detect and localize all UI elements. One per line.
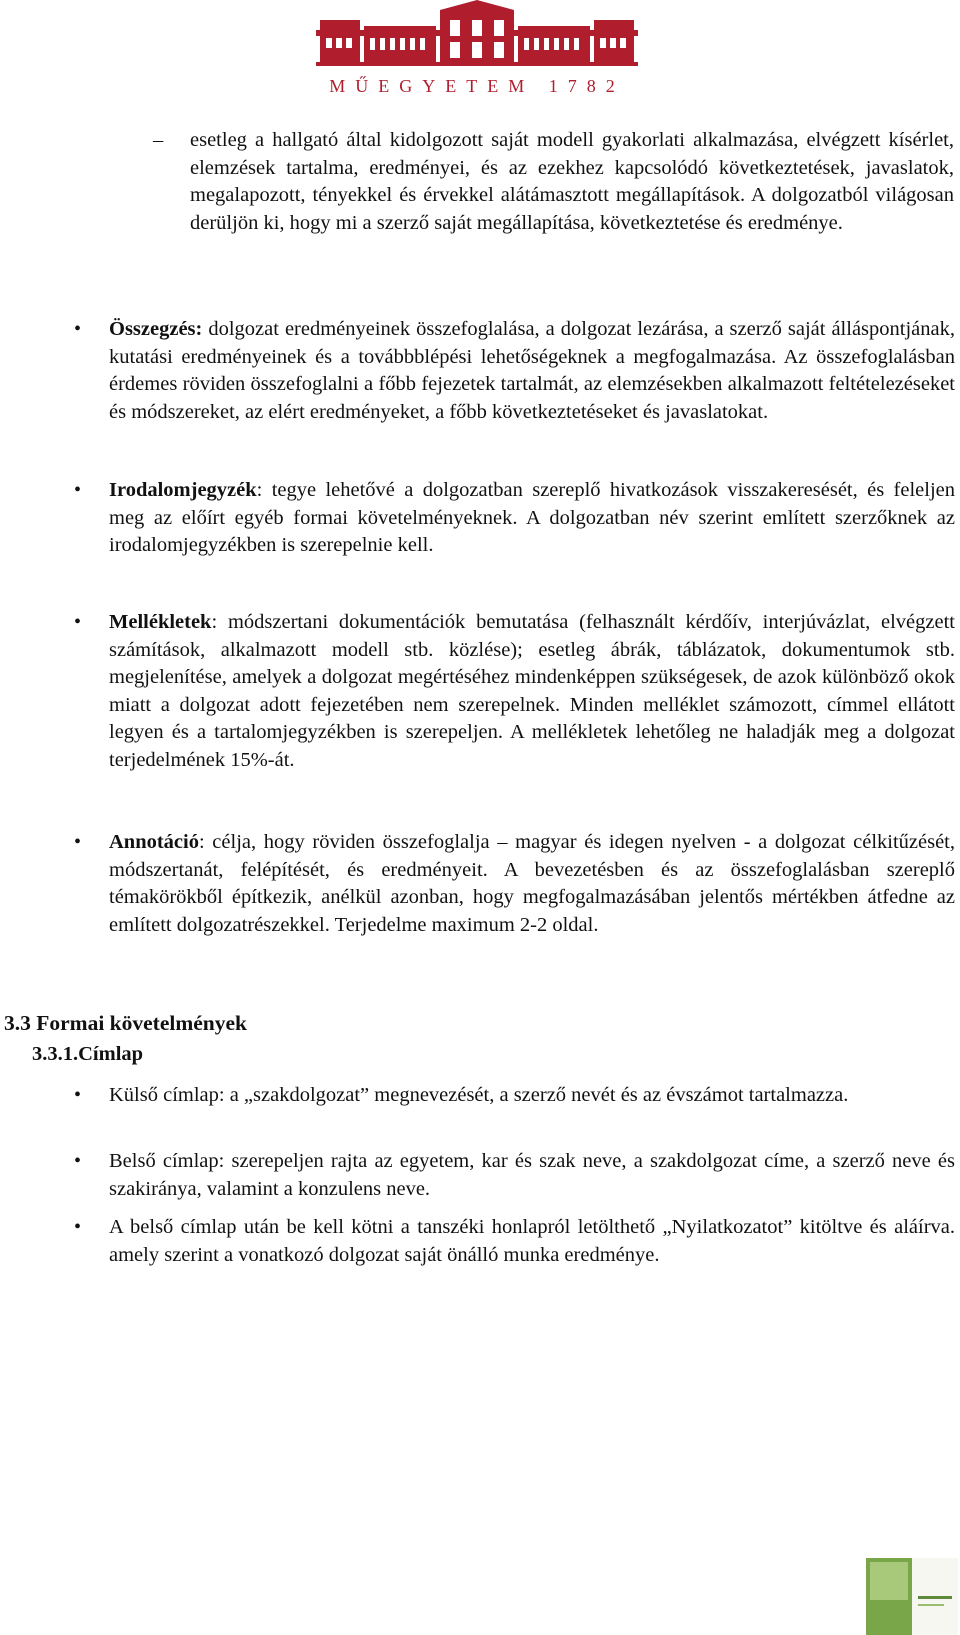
list-item-term: Összegzés: — [109, 318, 203, 340]
bullet-icon: • — [74, 1084, 82, 1106]
list-item-text: dolgozat eredményeinek összefoglalása, a dolgozat lezárása, a szerző saját álláspontjának, kutatási eredményeinek és a továbbblépési lehetőségeknek a megfogalmazása. Az összefoglalásban érdemes röviden összefoglalni a főbb fejezetek tartalmát, az elemzésekben alkalmazott feltételezéseket és módszereket, az elért eredményeket, a főbb következtetéseket és javaslatokat. — [109, 318, 955, 423]
list-item-term: Mellékletek — [109, 611, 212, 633]
list-item-mellekletek — [109, 609, 955, 774]
cimlap-item: Külső címlap: a „szakdolgozat” megnevezését, a szerző nevét és az évszámot tartalmazza. — [109, 1084, 849, 1106]
list-item-term: Annotáció — [109, 831, 199, 853]
dash-list-item: esetleg a hallgató által kidolgozott saját modell gyakorlati alkalmazása, elvégzett kísérlet, elemzések tartalma, eredményei, és az ezekhez kapcsolódó következtetések, javaslatok, megalapozott, tényekkel és érvekkel alátámasztott megállapítások. A dolgozatból világosan derüljön ki, hogy mi a szerző saját megállapítása, következtetése és eredménye. — [190, 129, 954, 234]
section-heading: 3.3 Formai követelmények — [4, 1011, 248, 1035]
logo-text: MŰEGYETEM 1782 — [329, 76, 625, 96]
bullet-icon: • — [74, 611, 82, 633]
list-item-text: : tegye lehetővé a dolgozatban szereplő hivatkozások visszakeresését, és feleljen meg az előírt egyéb formai követelményeknek. A dolgozatban név szerint említett szerzőknek az irodalomjegyzékben is szerepelnie kell. — [109, 479, 955, 556]
cimlap-item: Belső címlap: szerepeljen rajta az egyetem, kar és szak neve, a szakdolgozat címe, a szerző neve és szakiránya, valamint a konzulens neve. — [109, 1150, 955, 1200]
subsection-heading: 3.3.1.Címlap — [32, 1043, 144, 1065]
bullet-icon: • — [74, 831, 82, 853]
dash-marker: – — [153, 129, 164, 151]
bullet-icon: • — [74, 479, 82, 501]
list-item-osszegzes — [109, 316, 955, 426]
faculty-logo — [866, 1558, 958, 1635]
bullet-icon: • — [74, 318, 82, 340]
list-item-text: : célja, hogy röviden összefoglalja – magyar és idegen nyelven - a dolgozat célkitűzését, módszertanát, felépítését, és eredményeit. A bevezetésben és az összefoglalásban szereplő témakörökből építkezik, anélkül azonban, hogy megfogalmazásában jelentős mértékben átfedne az említett dolgozatrészekkel. Terjedelme maximum 2-2 oldal. — [109, 831, 955, 936]
list-item-text: : módszertani dokumentációk bemutatása (felhasznált kérdőív, interjúvázlat, elvégzett számítások, alkalmazott modell stb. közlése); esetleg ábrák, táblázatok, dokumentumok stb. megjelenítése, amelyek a dolgozat megértéséhez mindenképpen szükségesek, de azok különböző okok miatt a dolgozat adott fejezetében nem szerepelnek. Minden melléklet számozott, címmel ellátott legyen és a tartalomjegyzékben is szerepeljen. A mellékletek lehetőleg ne haladják meg a dolgozat terjedelmének 15%-át. — [109, 611, 955, 771]
cimlap-item: A belső címlap után be kell kötni a tanszéki honlapról letölthető „Nyilatkozatot” kitöltve és aláírva. amely szerint a vonatkozó dolgozat saját önálló munka eredménye. — [109, 1216, 955, 1266]
bullet-icon: • — [74, 1150, 82, 1172]
list-item-annotacio — [109, 829, 955, 939]
bullet-icon: • — [74, 1216, 82, 1238]
list-item-irodalomjegyzek — [109, 477, 955, 560]
list-item-term: Irodalomjegyzék — [109, 479, 257, 501]
